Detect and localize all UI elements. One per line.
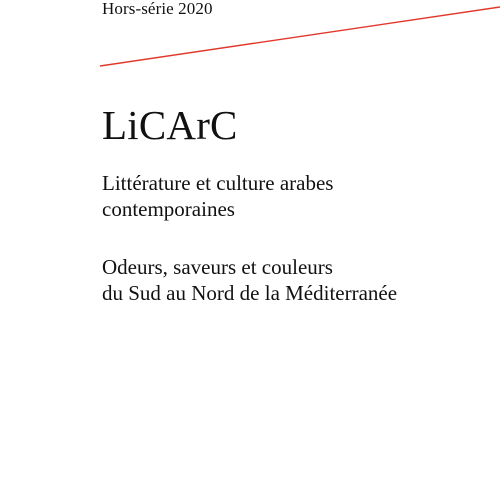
issue-title-line-1: Odeurs, saveurs et couleurs [102,255,333,279]
red-accent-line [0,0,500,90]
journal-subtitle [102,170,333,222]
journal-title: LiCArC [102,102,238,148]
subtitle-line-2: contemporaines [102,197,235,221]
issue-label: Hors-série 2020 [102,0,213,18]
issue-title [102,254,397,306]
issue-title-line-2: du Sud au Nord de la Méditerranée [102,281,398,305]
red-diagonal-rule [100,7,500,66]
subtitle-line-1: Littérature et culture arabes [102,171,334,195]
